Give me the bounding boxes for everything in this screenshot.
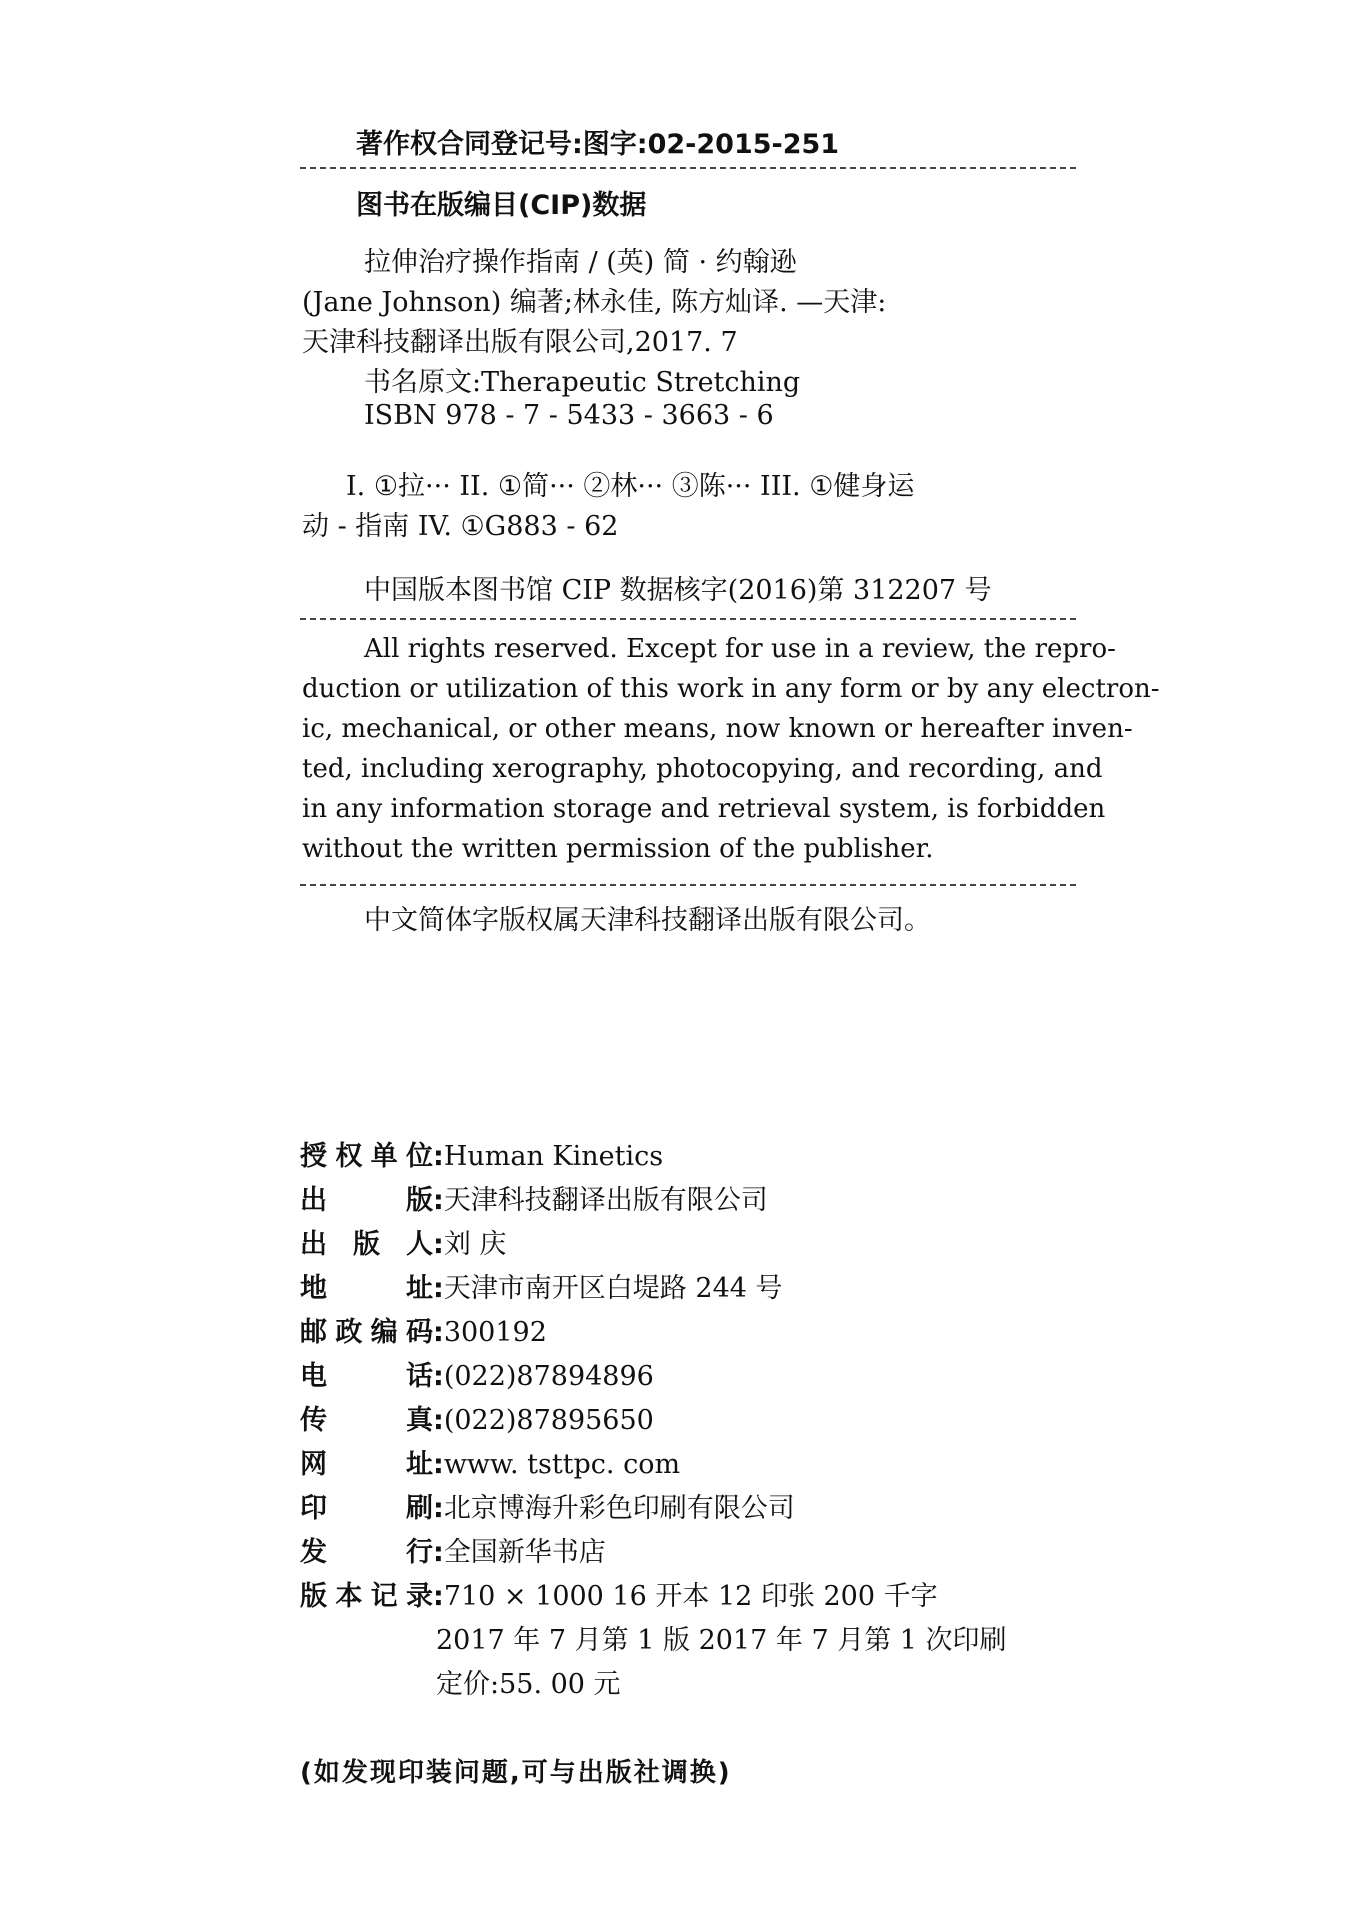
info-row-licensor: 授权单位:Human Kinetics bbox=[300, 1134, 663, 1173]
cip-heading: 图书在版编目(CIP)数据 bbox=[356, 190, 647, 221]
info-value: www. tsttpc. com bbox=[443, 1449, 681, 1480]
info-row-distributor: 发行:全国新华书店 bbox=[300, 1530, 606, 1569]
cip-data-number: 中国版本图书馆 CIP 数据核字(2016)第 312207 号 bbox=[364, 575, 992, 606]
cip-line-5: ISBN 978 - 7 - 5433 - 3663 - 6 bbox=[364, 400, 774, 431]
info-value: 710 × 1000 16 开本 12 印张 200 千字 bbox=[443, 1581, 938, 1612]
info-label: 电话 bbox=[300, 1361, 433, 1392]
price: 定价:55. 00 元 bbox=[436, 1669, 621, 1700]
rights-line-4: ted, including xerography, photocopying, and recording, and bbox=[302, 754, 1103, 784]
info-value: (022)87894896 bbox=[443, 1361, 654, 1392]
info-value: 北京博海升彩色印刷有限公司 bbox=[443, 1493, 795, 1524]
info-row-website: 网址:www. tsttpc. com bbox=[300, 1442, 680, 1481]
info-label: 网址 bbox=[300, 1449, 433, 1480]
info-row-publisher-person: 出版人:刘 庆 bbox=[300, 1222, 506, 1261]
cip-line-2: (Jane Johnson) 编著;林永佳, 陈方灿译. —天津: bbox=[302, 287, 887, 318]
info-row-printer: 印刷:北京博海升彩色印刷有限公司 bbox=[300, 1486, 795, 1525]
info-value: 天津市南开区白堤路 244 号 bbox=[443, 1273, 783, 1304]
info-value: 全国新华书店 bbox=[443, 1537, 606, 1568]
info-label: 版本记录 bbox=[300, 1581, 433, 1612]
info-value: 刘 庆 bbox=[443, 1229, 507, 1260]
info-row-publisher: 出版:天津科技翻译出版有限公司 bbox=[300, 1178, 768, 1217]
edition-dates: 2017 年 7 月第 1 版 2017 年 7 月第 1 次印刷 bbox=[436, 1625, 1007, 1656]
info-row-address: 地址:天津市南开区白堤路 244 号 bbox=[300, 1266, 783, 1305]
info-label: 出版人 bbox=[300, 1229, 433, 1260]
info-label: 印刷 bbox=[300, 1493, 433, 1524]
cip-line-7: 动 - 指南 IV. ①G883 - 62 bbox=[302, 511, 619, 542]
info-label: 发行 bbox=[300, 1537, 433, 1568]
info-row-phone: 电话:(022)87894896 bbox=[300, 1354, 654, 1393]
divider-1 bbox=[300, 167, 1076, 169]
rights-line-3: ic, mechanical, or other means, now known or hereafter inven- bbox=[302, 714, 1133, 744]
info-label: 邮政编码 bbox=[300, 1317, 433, 1348]
cip-line-1: 拉伸治疗操作指南 / (英) 简 · 约翰逊 bbox=[364, 247, 797, 278]
copyright-registration: 著作权合同登记号:图字:02-2015-251 bbox=[356, 129, 840, 160]
info-value: 天津科技翻译出版有限公司 bbox=[443, 1185, 768, 1216]
cip-line-4: 书名原文:Therapeutic Stretching bbox=[364, 367, 801, 398]
info-value: (022)87895650 bbox=[443, 1405, 654, 1436]
info-value: 300192 bbox=[443, 1317, 547, 1348]
info-label: 出版 bbox=[300, 1185, 433, 1216]
divider-3 bbox=[300, 884, 1076, 886]
rights-line-5: in any information storage and retrieval system, is forbidden bbox=[302, 794, 1106, 824]
chinese-rights-statement: 中文简体字版权属天津科技翻译出版有限公司。 bbox=[364, 905, 931, 936]
divider-2 bbox=[300, 618, 1076, 620]
info-row-postcode: 邮政编码:300192 bbox=[300, 1310, 547, 1349]
info-label: 地址 bbox=[300, 1273, 433, 1304]
cip-line-3: 天津科技翻译出版有限公司,2017. 7 bbox=[302, 327, 738, 358]
info-row-edition-record: 版本记录:710 × 1000 16 开本 12 印张 200 千字 bbox=[300, 1574, 938, 1613]
rights-line-1: All rights reserved. Except for use in a review, the repro- bbox=[364, 634, 1116, 664]
replacement-note: (如发现印装问题,可与出版社调换) bbox=[300, 1758, 732, 1788]
rights-line-2: duction or utilization of this work in any form or by any electron- bbox=[302, 674, 1160, 704]
rights-line-6: without the written permission of the publisher. bbox=[302, 834, 934, 864]
info-value: Human Kinetics bbox=[443, 1141, 664, 1172]
info-label: 传真 bbox=[300, 1405, 433, 1436]
cip-line-6: I. ①拉··· II. ①简··· ②林··· ③陈··· III. ①健身运 bbox=[346, 471, 915, 502]
info-row-fax: 传真:(022)87895650 bbox=[300, 1398, 654, 1437]
info-label: 授权单位 bbox=[300, 1141, 433, 1172]
